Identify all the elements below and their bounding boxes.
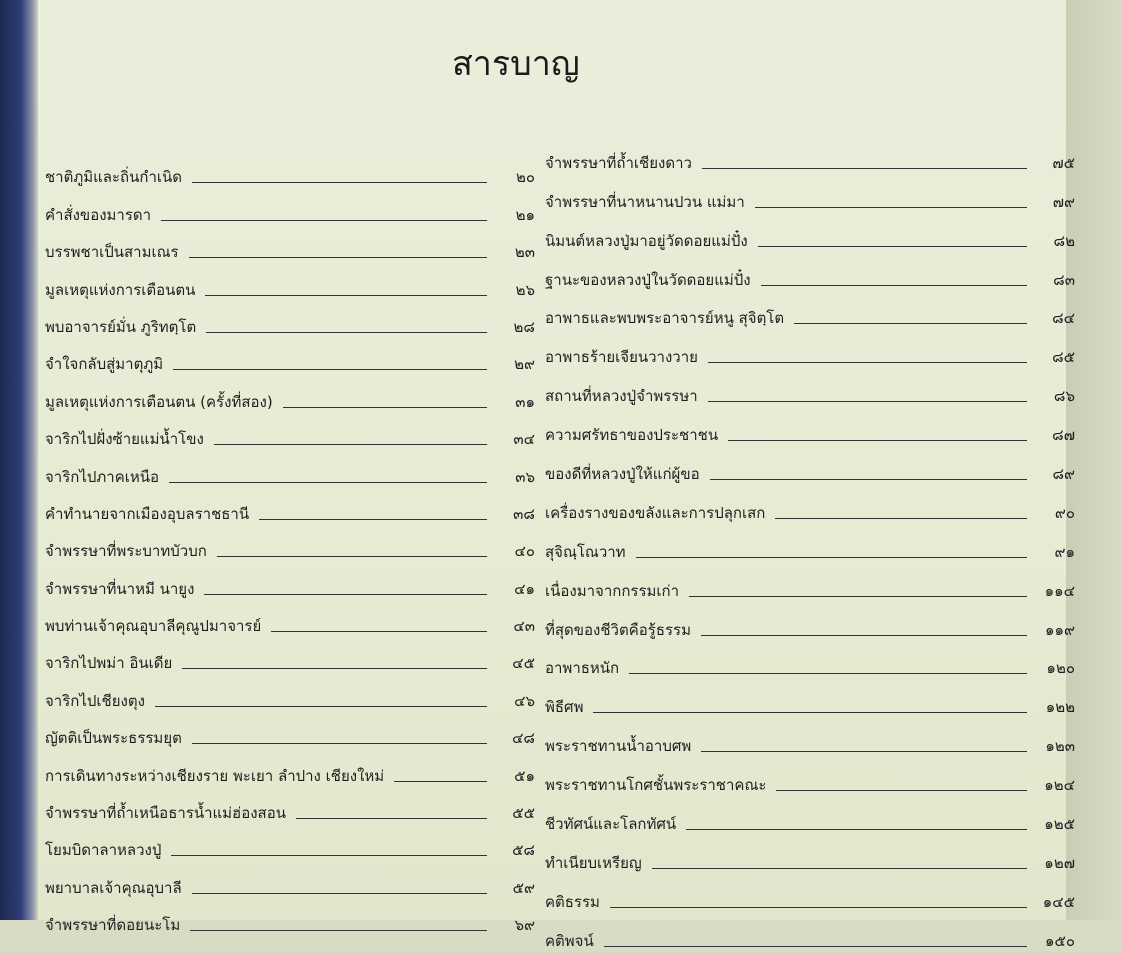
- leader-line: [593, 712, 1027, 713]
- toc-entry: [45, 713, 535, 750]
- toc-entry-page: ๔๕: [512, 654, 535, 673]
- leader-line: [761, 285, 1027, 286]
- leader-line: [728, 440, 1027, 441]
- leader-line: [182, 668, 487, 669]
- toc-entry-title: สุจิณฺโณวาท: [545, 542, 626, 561]
- toc-entry-title: ทำเนียบเหรียญ: [545, 853, 642, 872]
- leader-line: [652, 868, 1027, 869]
- toc-entry-page: ๑๒๗: [1044, 853, 1075, 872]
- leader-line: [775, 518, 1027, 519]
- toc-entry-title: สถานที่หลวงปู่จำพรรษา: [545, 387, 698, 406]
- toc-entry-page: ๒๓: [514, 243, 535, 262]
- toc-entry-page: ๘๙: [1052, 465, 1075, 484]
- toc-entry-page: ๘๕: [1052, 348, 1075, 367]
- toc-entry: [545, 408, 1075, 447]
- leader-line: [776, 790, 1027, 791]
- toc-entry-title: นิมนต์หลวงปู่มาอยู่วัดดอยแม่ปั๋ง: [545, 231, 748, 250]
- toc-entry-title: ของดีที่หลวงปู่ให้แก่ผู้ขอ: [545, 465, 700, 484]
- toc-entry: [545, 758, 1075, 797]
- toc-entry-title: พยาบาลเจ้าคุณอุบาลี: [45, 878, 182, 897]
- toc-entry: [45, 900, 535, 937]
- leader-line: [794, 323, 1027, 324]
- toc-entry-page: ๔๐: [514, 542, 535, 561]
- leader-line: [214, 444, 487, 445]
- leader-line: [394, 781, 487, 782]
- toc-entry: [45, 526, 535, 563]
- toc-entry: [545, 642, 1075, 681]
- toc-entry-page: ๑๒๓: [1045, 737, 1075, 756]
- toc-entry: [45, 227, 535, 264]
- leader-line: [259, 519, 487, 520]
- toc-entry: [45, 189, 535, 226]
- toc-entry-title: มูลเหตุแห่งการเตือนตน: [45, 280, 196, 299]
- leader-line: [708, 362, 1027, 363]
- toc-entry: [45, 638, 535, 675]
- toc-entry-title: ที่สุดของชีวิตคือรู้ธรรม: [545, 620, 691, 639]
- leader-line: [701, 635, 1027, 636]
- toc-entry-title: จำใจกลับสู่มาตุภูมิ: [45, 355, 164, 374]
- toc-entry-title: พระราชทานน้ำอาบศพ: [545, 737, 692, 756]
- toc-entry-title: ชาติภูมิและถิ่นกำเนิด: [45, 168, 182, 187]
- toc-entry-page: ๓๑: [515, 392, 535, 411]
- leader-line: [701, 751, 1027, 752]
- toc-entry-title: มูลเหตุแห่งการเตือนตน (ครั้งที่สอง): [45, 392, 273, 411]
- toc-entry-page: ๒๑: [515, 205, 535, 224]
- page-title: สารบาญ: [452, 44, 580, 84]
- toc-entry: [545, 330, 1075, 369]
- leader-line: [155, 706, 487, 707]
- toc-entry-title: จำพรรษาที่นาหมี นายูง: [45, 579, 195, 598]
- leader-line: [173, 369, 487, 370]
- leader-line: [192, 743, 487, 744]
- toc-entry-page: ๖๙: [514, 916, 535, 935]
- leader-line: [171, 855, 487, 856]
- toc-entry-page: ๙๑: [1054, 542, 1075, 561]
- leader-line: [206, 332, 487, 333]
- toc-entry: [545, 369, 1075, 408]
- toc-entry-title: จำพรรษาที่ถ้ำเหนือธารน้ำแม่ฮ่องสอน: [45, 804, 286, 823]
- toc-entry-title: จาริกไปเชียงตุง: [45, 691, 145, 710]
- toc-entry-title: อาพาธหนัก: [545, 659, 620, 678]
- toc-entry-page: ๓๘: [513, 504, 535, 523]
- toc-entry: [45, 264, 535, 301]
- leader-line: [755, 207, 1027, 208]
- leader-line: [192, 182, 487, 183]
- toc-entry-title: อาพาธร้ายเจียนวางวาย: [545, 348, 698, 367]
- toc-entry-title: พิธีศพ: [545, 698, 584, 717]
- toc-entry-page: ๘๒: [1053, 231, 1075, 250]
- toc-entry-page: ๔๖: [514, 691, 535, 710]
- leader-line: [636, 557, 1027, 558]
- toc-entry-title: คำสั่งของมารดา: [45, 205, 152, 224]
- toc-entry-page: ๔๘: [512, 729, 535, 748]
- toc-right-column: [545, 136, 1075, 953]
- toc-entry-page: ๑๑๔: [1044, 581, 1075, 600]
- leader-line: [686, 829, 1027, 830]
- toc-entry-title: คติธรรม: [545, 892, 600, 911]
- toc-entry-page: ๔๑: [514, 579, 535, 598]
- toc-entry-title: จำพรรษาที่นาหนานปวน แม่มา: [545, 192, 745, 211]
- toc-entry-title: โยมบิดาลาหลวงปู่: [45, 841, 162, 860]
- toc-entry: [545, 564, 1075, 603]
- toc-entry-page: ๕๙: [512, 878, 535, 897]
- toc-entry-page: ๒๘: [513, 317, 535, 336]
- toc-entry-page: ๑๒๒: [1045, 698, 1075, 717]
- toc-entry-title: จำพรรษาที่ถ้ำเชียงดาว: [545, 153, 692, 172]
- toc-entry-page: ๘๗: [1052, 426, 1075, 445]
- toc-entry-title: จาริกไปภาคเหนือ: [45, 467, 160, 486]
- leader-line: [217, 556, 487, 557]
- toc-entry: [45, 489, 535, 526]
- toc-entry-page: ๑๑๙: [1044, 620, 1075, 639]
- toc-entry: [45, 451, 535, 488]
- leader-line: [169, 482, 487, 483]
- leader-line: [189, 257, 487, 258]
- toc-entry-page: ๔๓: [513, 617, 535, 636]
- toc-entry-title: จาริกไปฝั่งซ้ายแม่น้ำโขง: [45, 430, 204, 449]
- leader-line: [161, 220, 487, 221]
- leader-line: [296, 818, 487, 819]
- toc-entry-page: ๓๖: [515, 467, 535, 486]
- leader-line: [205, 295, 487, 296]
- toc-entry-title: การเดินทางระหว่างเชียงราย พะเยา ลำปาง เชียงใหม่: [45, 766, 385, 785]
- leader-line: [283, 407, 487, 408]
- toc-entry-page: ๙๐: [1054, 503, 1075, 522]
- toc-entry: [545, 136, 1075, 175]
- toc-entry-title: จาริกไปพม่า อินเดีย: [45, 654, 173, 673]
- toc-entry: [545, 447, 1075, 486]
- toc-entry: [45, 788, 535, 825]
- toc-entry: [545, 836, 1075, 875]
- toc-entry: [45, 414, 535, 451]
- leader-line: [610, 907, 1027, 908]
- toc-entry: [45, 825, 535, 862]
- toc-entry: [45, 862, 535, 899]
- leader-line: [689, 596, 1027, 597]
- toc-entry: [545, 603, 1075, 642]
- leader-line: [192, 893, 487, 894]
- toc-left-column: [45, 152, 535, 937]
- toc-entry-page: ๗๙: [1052, 192, 1075, 211]
- toc-entry: [545, 292, 1075, 331]
- toc-entry-page: ๘๖: [1053, 387, 1075, 406]
- toc-entry: [45, 675, 535, 712]
- book-spine-edge: [0, 0, 38, 920]
- toc-entry-page: ๑๔๕: [1042, 892, 1075, 911]
- leader-line: [758, 246, 1027, 247]
- toc-entry-page: ๕๕: [512, 804, 535, 823]
- leader-line: [710, 479, 1027, 480]
- toc-entry: [545, 525, 1075, 564]
- toc-entry-title: คำทำนายจากเมืองอุบลราชธานี: [45, 504, 250, 523]
- toc-entry-page: ๒๙: [514, 355, 535, 374]
- toc-entry: [545, 797, 1075, 836]
- toc-entry-title: เครื่องรางของขลังและการปลุกเสก: [545, 503, 766, 522]
- leader-line: [271, 631, 487, 632]
- toc-entry-page: ๑๒๕: [1044, 815, 1075, 834]
- toc-entry: [545, 719, 1075, 758]
- leader-line: [604, 946, 1027, 947]
- toc-entry-title: อาพาธและพบพระอาจารย์หนู สุจิตฺโต: [545, 309, 785, 328]
- toc-entry-title: ญัตติเป็นพระธรรมยุต: [45, 729, 182, 748]
- toc-entry-title: พบท่านเจ้าคุณอุบาลีคุณูปมาจารย์: [45, 617, 262, 636]
- toc-entry: [45, 339, 535, 376]
- toc-entry: [45, 302, 535, 339]
- toc-entry: [45, 376, 535, 413]
- toc-entry-page: ๒๐: [515, 168, 535, 187]
- toc-entry: [545, 253, 1075, 292]
- toc-entry-page: ๘๔: [1052, 309, 1075, 328]
- toc-entry-title: จำพรรษาที่ดอยนะโม: [45, 916, 181, 935]
- toc-entry-title: พระราชทานโกศชั้นพระราชาคณะ: [545, 776, 767, 795]
- toc-entry: [45, 152, 535, 189]
- toc-entry-page: ๘๓: [1053, 270, 1075, 289]
- toc-entry-page: ๑๕๐: [1044, 931, 1075, 950]
- toc-entry-page: ๒๖: [515, 280, 535, 299]
- toc-entry-page: ๕๘: [512, 841, 535, 860]
- toc-entry-page: ๓๔: [513, 430, 535, 449]
- toc-entry-page: ๑๒๐: [1046, 659, 1075, 678]
- toc-entry: [545, 214, 1075, 253]
- toc-entry-title: ฐานะของหลวงปู่ในวัดดอยแม่ปั๋ง: [545, 270, 751, 289]
- toc-entry: [545, 486, 1075, 525]
- toc-entry: [545, 680, 1075, 719]
- toc-entry-title: ชีวทัศน์และโลกทัศน์: [545, 815, 677, 834]
- leader-line: [702, 168, 1027, 169]
- leader-line: [204, 594, 487, 595]
- toc-entry-title: บรรพชาเป็นสามเณร: [45, 243, 179, 262]
- toc-entry-title: พบอาจารย์มั่น ภูริทตฺโต: [45, 317, 197, 336]
- leader-line: [190, 930, 487, 931]
- toc-entry: [45, 563, 535, 600]
- toc-entry-title: จำพรรษาที่พระบาทบัวบก: [45, 542, 207, 561]
- toc-entry: [545, 875, 1075, 914]
- toc-entry-page: ๕๑: [514, 766, 535, 785]
- toc-entry-page: ๑๒๔: [1044, 776, 1075, 795]
- toc-entry: [545, 175, 1075, 214]
- leader-line: [629, 673, 1027, 674]
- toc-entry-title: ความศรัทธาของประชาชน: [545, 426, 719, 445]
- toc-entry-page: ๗๕: [1052, 153, 1075, 172]
- toc-entry-title: เนื่องมาจากกรรมเก่า: [545, 581, 680, 600]
- toc-entry: [45, 601, 535, 638]
- toc-entry-title: คติพจน์: [545, 931, 594, 950]
- leader-line: [708, 401, 1027, 402]
- toc-entry: [45, 750, 535, 787]
